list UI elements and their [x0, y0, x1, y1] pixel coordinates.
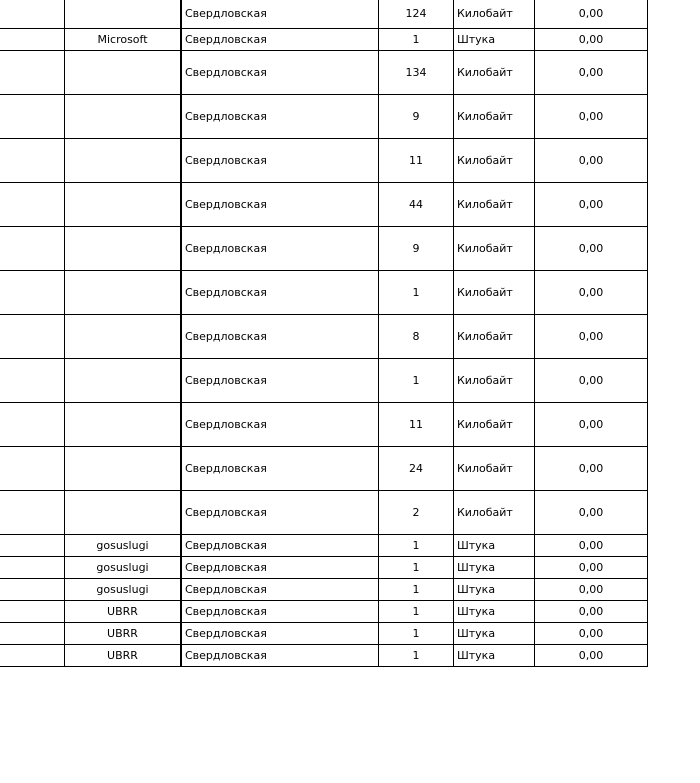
cell-quantity: 124 [379, 0, 454, 29]
cell-leading [0, 447, 65, 491]
cell-unit: Килобайт [454, 403, 535, 447]
cell-quantity: 11 [379, 139, 454, 183]
cell-cost: 0,00 [535, 359, 648, 403]
cell-operator [65, 183, 182, 227]
cell-region: Свердловская [181, 51, 379, 95]
cell-operator [65, 491, 182, 535]
cell-leading [0, 227, 65, 271]
cell-operator [65, 227, 182, 271]
cell-region: Свердловская [181, 535, 379, 557]
cell-region: Свердловская [181, 623, 379, 645]
cell-operator: UBRR [65, 645, 182, 667]
cell-quantity: 1 [379, 579, 454, 601]
cell-quantity: 1 [379, 535, 454, 557]
cell-region: Свердловская [181, 645, 379, 667]
cell-cost: 0,00 [535, 95, 648, 139]
cell-operator [65, 95, 182, 139]
cell-unit: Килобайт [454, 183, 535, 227]
cell-unit: Килобайт [454, 51, 535, 95]
cell-quantity: 1 [379, 601, 454, 623]
table-row [0, 183, 648, 227]
cell-unit: Килобайт [454, 95, 535, 139]
cell-region: Свердловская [181, 579, 379, 601]
cell-cost: 0,00 [535, 183, 648, 227]
cell-operator: Microsoft [65, 29, 182, 51]
cell-quantity: 1 [379, 623, 454, 645]
cell-operator: UBRR [65, 601, 182, 623]
table-row [0, 557, 648, 579]
table-row [0, 271, 648, 315]
cell-unit: Штука [454, 29, 535, 51]
cell-region: Свердловская [181, 0, 379, 29]
cell-quantity: 1 [379, 557, 454, 579]
cell-cost: 0,00 [535, 51, 648, 95]
cell-cost: 0,00 [535, 601, 648, 623]
cell-unit: Штука [454, 535, 535, 557]
table-row [0, 645, 648, 667]
cell-leading [0, 51, 65, 95]
cell-leading [0, 183, 65, 227]
cell-unit: Килобайт [454, 359, 535, 403]
cell-operator [65, 447, 182, 491]
cell-quantity: 1 [379, 359, 454, 403]
cell-cost: 0,00 [535, 315, 648, 359]
cell-unit: Килобайт [454, 227, 535, 271]
cell-quantity: 24 [379, 447, 454, 491]
cell-operator: gosuslugi [65, 579, 182, 601]
cell-operator [65, 315, 182, 359]
table-row [0, 623, 648, 645]
table-row [0, 29, 648, 51]
cell-quantity: 11 [379, 403, 454, 447]
cell-leading [0, 645, 65, 667]
cell-quantity: 1 [379, 645, 454, 667]
cell-region: Свердловская [181, 601, 379, 623]
cell-quantity: 134 [379, 51, 454, 95]
cell-quantity: 2 [379, 491, 454, 535]
cell-cost: 0,00 [535, 271, 648, 315]
cell-quantity: 1 [379, 271, 454, 315]
cell-unit: Штука [454, 579, 535, 601]
cell-unit: Килобайт [454, 315, 535, 359]
cell-region: Свердловская [181, 491, 379, 535]
table-row [0, 227, 648, 271]
cell-leading [0, 95, 65, 139]
cell-cost: 0,00 [535, 403, 648, 447]
cell-unit: Килобайт [454, 447, 535, 491]
cell-operator [65, 0, 182, 29]
cell-leading [0, 29, 65, 51]
cell-region: Свердловская [181, 403, 379, 447]
table-row [0, 0, 648, 29]
cell-leading [0, 271, 65, 315]
cell-cost: 0,00 [535, 447, 648, 491]
cell-unit: Штука [454, 557, 535, 579]
table-row [0, 51, 648, 95]
cell-operator [65, 271, 182, 315]
cell-region: Свердловская [181, 183, 379, 227]
cell-operator [65, 51, 182, 95]
cell-unit: Килобайт [454, 139, 535, 183]
cell-operator: UBRR [65, 623, 182, 645]
cell-unit: Килобайт [454, 0, 535, 29]
cell-region: Свердловская [181, 557, 379, 579]
cell-leading [0, 535, 65, 557]
cell-region: Свердловская [181, 447, 379, 491]
table-row [0, 535, 648, 557]
cell-leading [0, 139, 65, 183]
table-row [0, 95, 648, 139]
cell-cost: 0,00 [535, 623, 648, 645]
cell-region: Свердловская [181, 227, 379, 271]
cell-operator: gosuslugi [65, 557, 182, 579]
cell-quantity: 1 [379, 29, 454, 51]
cell-unit: Килобайт [454, 491, 535, 535]
cell-region: Свердловская [181, 29, 379, 51]
cell-operator [65, 359, 182, 403]
table-row [0, 601, 648, 623]
cell-leading [0, 579, 65, 601]
cell-region: Свердловская [181, 271, 379, 315]
cell-leading [0, 491, 65, 535]
cell-quantity: 9 [379, 227, 454, 271]
cell-cost: 0,00 [535, 579, 648, 601]
cell-leading [0, 0, 65, 29]
cell-quantity: 44 [379, 183, 454, 227]
cell-leading [0, 315, 65, 359]
table-row [0, 491, 648, 535]
cell-leading [0, 623, 65, 645]
cell-leading [0, 557, 65, 579]
cell-unit: Штука [454, 601, 535, 623]
cell-cost: 0,00 [535, 29, 648, 51]
cell-cost: 0,00 [535, 557, 648, 579]
cell-unit: Штука [454, 645, 535, 667]
cell-operator [65, 403, 182, 447]
table-row [0, 403, 648, 447]
cell-unit: Килобайт [454, 271, 535, 315]
cell-operator [65, 139, 182, 183]
cell-cost: 0,00 [535, 227, 648, 271]
cell-leading [0, 403, 65, 447]
cell-leading [0, 359, 65, 403]
cell-region: Свердловская [181, 359, 379, 403]
cell-cost: 0,00 [535, 139, 648, 183]
cell-quantity: 8 [379, 315, 454, 359]
cell-cost: 0,00 [535, 0, 648, 29]
cell-region: Свердловская [181, 95, 379, 139]
cell-region: Свердловская [181, 139, 379, 183]
table-row [0, 315, 648, 359]
table-row [0, 447, 648, 491]
cell-operator: gosuslugi [65, 535, 182, 557]
cell-cost: 0,00 [535, 491, 648, 535]
table-row [0, 139, 648, 183]
cell-unit: Штука [454, 623, 535, 645]
cell-cost: 0,00 [535, 645, 648, 667]
cell-region: Свердловская [181, 315, 379, 359]
table-row [0, 579, 648, 601]
cell-cost: 0,00 [535, 535, 648, 557]
cell-quantity: 9 [379, 95, 454, 139]
table-row [0, 359, 648, 403]
cell-leading [0, 601, 65, 623]
